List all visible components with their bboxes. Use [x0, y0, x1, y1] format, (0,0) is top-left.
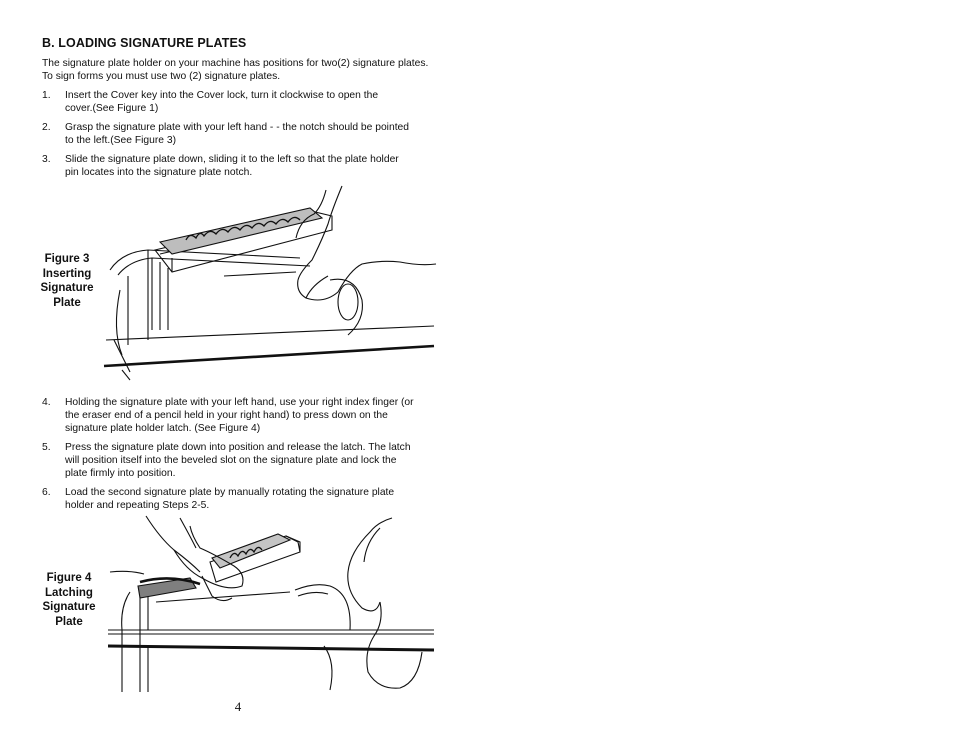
steps-list-part2 [42, 396, 442, 518]
intro-line: The signature plate holder on your machine has positions for two(2) signature plates. [42, 58, 429, 69]
step-number: 4. [42, 397, 51, 408]
step-number: 1. [42, 90, 51, 101]
caption-line: Plate [55, 615, 83, 628]
step-item [42, 89, 442, 115]
step-text: Insert the Cover key into the Cover lock, turn it clockwise to open the [65, 90, 379, 101]
step-text: Load the second signature plate by manually rotating the signature plate [65, 487, 395, 498]
caption-line: Plate [53, 296, 81, 309]
step-item [42, 486, 442, 512]
caption-line: Inserting [42, 267, 92, 280]
step-item [42, 396, 442, 435]
caption-line: Signature [40, 282, 94, 294]
intro-line: To sign forms you must use two (2) signature plates. [42, 71, 281, 82]
step-item [42, 441, 442, 480]
step-text: to the left.(See Figure 3) [65, 135, 177, 146]
steps-list-part1 [42, 89, 442, 185]
step-number: 3. [42, 154, 51, 165]
step-text: Grasp the signature plate with your left hand - - the notch should be pointed [65, 122, 410, 133]
step-text: will position itself into the beveled slot on the signature plate and lock the [65, 455, 397, 466]
figure3-caption [32, 252, 102, 310]
caption-line: Figure 3 [44, 253, 90, 265]
step-text: signature plate holder latch. (See Figure 4) [65, 423, 261, 434]
caption-line: Latching [45, 586, 93, 599]
step-number: 5. [42, 442, 51, 453]
step-text: Press the signature plate down into position and release the latch. The latch [65, 442, 411, 453]
step-number: 2. [42, 122, 51, 133]
figure4-caption [34, 571, 104, 629]
caption-line: Signature [42, 601, 96, 613]
step-text: plate firmly into position. [65, 468, 176, 479]
intro-paragraph [42, 57, 442, 83]
page-number: 4 [234, 699, 242, 714]
figure3-illustration [100, 180, 440, 388]
step-text: Holding the signature plate with your left hand, use your right index finger (or [65, 397, 414, 408]
figure4-illustration [100, 512, 440, 698]
step-text: the eraser end of a pencil held in your right hand) to press down on the [65, 410, 388, 421]
step-item [42, 153, 442, 179]
step-text: pin locates into the signature plate notch. [65, 167, 253, 178]
caption-line: Figure 4 [46, 572, 92, 584]
step-text: Slide the signature plate down, sliding it to the left so that the plate holder [65, 154, 399, 165]
step-text: cover.(See Figure 1) [65, 103, 159, 114]
step-item [42, 121, 442, 147]
step-number: 6. [42, 487, 51, 498]
step-text: holder and repeating Steps 2-5. [65, 500, 210, 511]
section-heading: B. LOADING SIGNATURE PLATES [42, 36, 247, 50]
